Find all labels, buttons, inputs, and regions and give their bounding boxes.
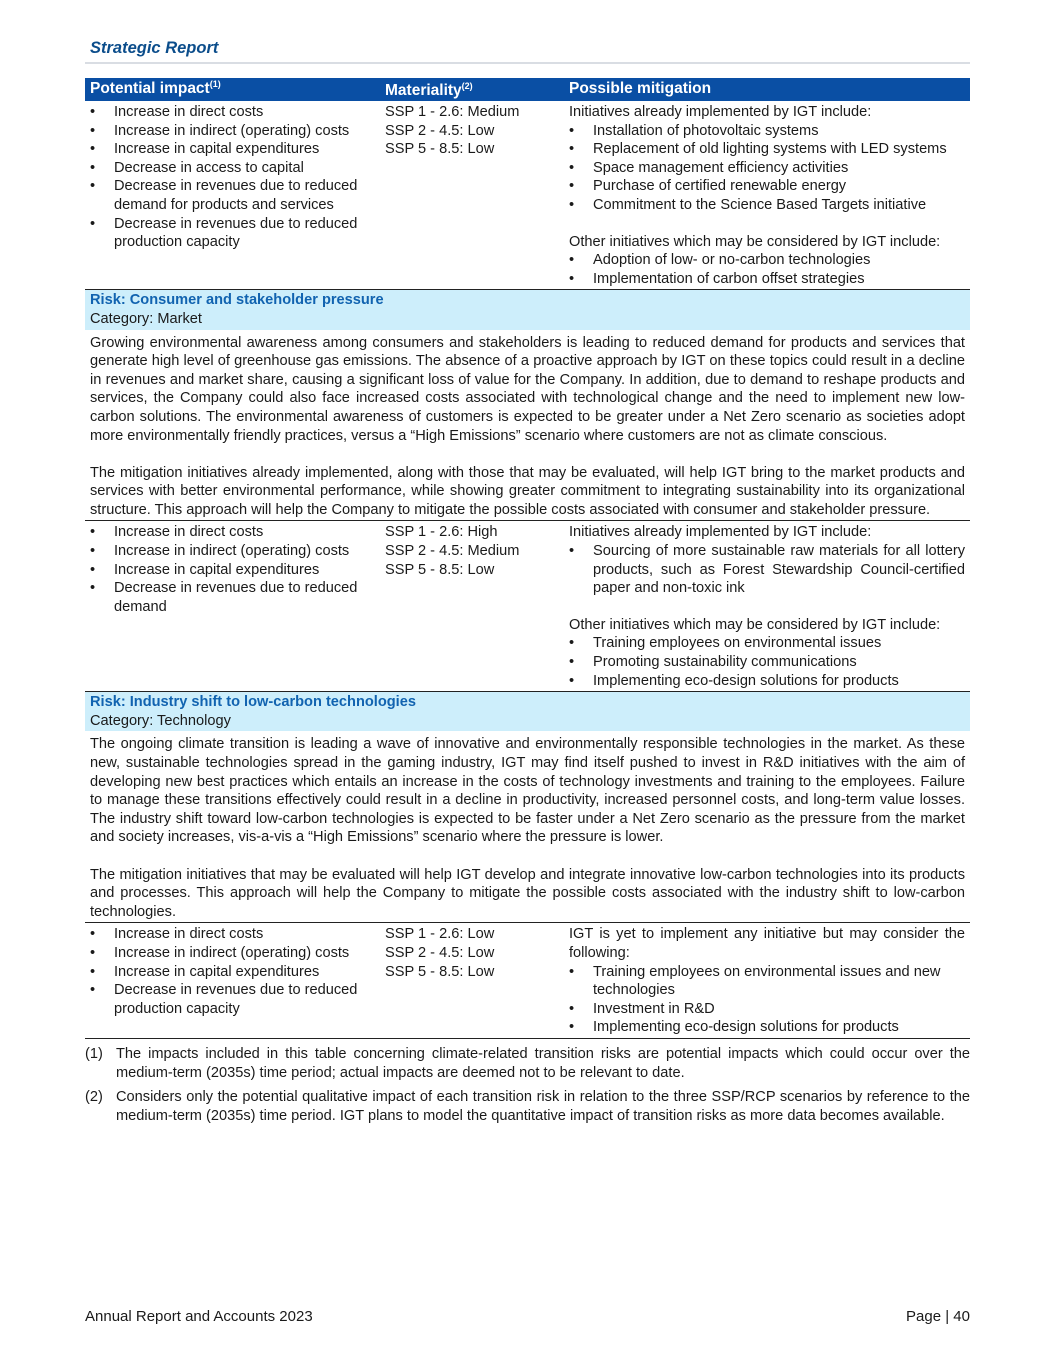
risk-description: The ongoing climate transition is leading a wave of innovative and environmentally responsible technologies in the market. As these new, sustainable technologies spread in the gaming industry, IGT may find itself pushed to invest in R&D initiatives with the aim of developing new best practices which entails an increase in the costs of technology investments and training to the employees. Failure to manage these transitions effectively could result in a decline in productivity, increased personnel costs, and long-term value losses. The industry shift toward low-carbon technologies is expected to be faster under a Net Zero scenario as the pressure from the market and society increases, vis-a-vis a “High Emissions” scenario where the pressure is lower. The mitigation initiatives that may be evaluated will help IGT develop and integrate innovative low-carbon technologies into its products and processes. This approach will help the Company to mitigate the possible costs associated with the industry shift to low-carbon technologies.: [90, 736, 965, 920]
materiality-cell: SSP 1 - 2.6: Medium SSP 2 - 4.5: Low SSP 5 - 8.5: Low: [385, 104, 520, 158]
table-row: [85, 101, 970, 290]
mitigation-cell: IGT is yet to implement any initiative but may consider the following: • Training employees on environmental issues and new technologies • Investment in R&D • Implementing eco-design solutions for products: [569, 925, 970, 1037]
list-item: • Commitment to the Science Based Targets initiative: [569, 196, 965, 215]
list-item: • Replacement of old lighting systems with LED systems: [569, 140, 965, 159]
col-header-impact: Potential impact$^{(1)}$: [90, 79, 221, 98]
footer-page-number: Page | 40: [906, 1308, 970, 1325]
transition-risk-table: [85, 78, 970, 1125]
materiality-cell: SSP 1 - 2.6: Low SSP 2 - 4.5: Low SSP 5 - 8.5: Low: [385, 926, 495, 980]
header-divider: [85, 62, 970, 64]
table-row: [85, 520, 970, 692]
list-item: • Decrease in revenues due to reduced production capacity: [90, 981, 385, 1018]
table-row: [85, 922, 970, 1039]
list-item: • Purchase of certified renewable energy: [569, 177, 965, 196]
materiality-cell: SSP 1 - 2.6: High SSP 2 - 4.5: Medium SSP 5 - 8.5: Low: [385, 524, 520, 578]
list-item: • Increase in direct costs: [90, 925, 385, 944]
list-item: • Decrease in revenues due to reduced demand for products and services: [90, 177, 385, 214]
risk-heading: [85, 290, 970, 329]
list-item: • Increase in direct costs: [90, 103, 385, 122]
list-item: • Decrease in revenues due to reduced demand: [90, 579, 385, 616]
impact-list: [90, 925, 385, 1018]
impact-list: [90, 523, 385, 616]
other-list: [569, 251, 965, 288]
list-item: • Increase in capital expenditures: [90, 140, 385, 159]
mitigation-cell: Initiatives already implemented by IGT include: • Installation of photovoltaic systems • Replacement of old lighting systems with LED systems • Space management efficiency activities • Purchase of certified renewable energy • Commitment to the Science Based Targets initiative Other initiatives which may be considered by IGT include: • Adoption of low- or no-carbon technologies • Implementation of carbon offset strategies: [569, 103, 970, 288]
list-item: • Sourcing of more sustainable raw materials for all lottery products, such as Forest Stewardship Council-certified paper and non-toxic ink: [569, 542, 965, 598]
other-list: [569, 634, 965, 690]
list-item: • Increase in direct costs: [90, 523, 385, 542]
list-item: • Training employees on environmental issues and new technologies: [569, 963, 965, 1000]
risk-category: Category: Technology: [90, 712, 231, 729]
footnote: (1) The impacts included in this table concerning climate-related transition risks are potential impacts which could occur over the medium-term (2035s) time period; actual impacts are deemed not to be relevant to date.: [85, 1045, 970, 1081]
list-item: • Increase in indirect (operating) costs: [90, 944, 385, 963]
list-item: • Installation of photovoltaic systems: [569, 122, 965, 141]
list-item: • Decrease in revenues due to reduced production capacity: [90, 215, 385, 252]
list-item: • Increase in indirect (operating) costs: [90, 122, 385, 141]
list-item: • Decrease in access to capital: [90, 159, 385, 178]
list-item: • Promoting sustainability communications: [569, 653, 965, 672]
list-item: • Implementing eco-design solutions for products: [569, 672, 965, 691]
col-header-materiality: Materiality$^{(2)}$: [385, 81, 473, 100]
risk-title: Risk: Industry shift to low-carbon technologies: [90, 694, 416, 711]
table-header: [85, 78, 970, 101]
section-title: Strategic Report: [90, 39, 219, 57]
list-item: • Increase in capital expenditures: [90, 561, 385, 580]
list-item: • Increase in capital expenditures: [90, 963, 385, 982]
list-item: • Investment in R&D: [569, 1000, 965, 1019]
list-item: • Implementation of carbon offset strategies: [569, 270, 965, 289]
list-item: • Space management efficiency activities: [569, 159, 965, 178]
list-item: • Training employees on environmental issues: [569, 634, 965, 653]
list-item: • Implementing eco-design solutions for products: [569, 1018, 965, 1037]
footnotes: [85, 1045, 970, 1125]
implemented-list: [569, 542, 965, 598]
impact-list: [90, 103, 385, 252]
footnote: (2) Considers only the potential qualitative impact of each transition risk in relation to the three SSP/RCP scenarios by reference to the medium-term (2035s) time period. IGT plans to model the quantitative impact of transition risks as more data becomes available.: [85, 1089, 970, 1124]
list-item: • Adoption of low- or no-carbon technologies: [569, 251, 965, 270]
risk-description: Growing environmental awareness among consumers and stakeholders is leading to reduced demand for products and services that generate high level of greenhouse gas emissions. The absence of a proactive approach by IGT on these topics could result in a decline in revenues and market share, causing a significant loss of value for the Company. In addition, due to demand to reshape products and services, the Company could also face increased costs associated with technological change and the need to implement new low-carbon solutions. The environmental awareness of customers is expected to be greater under a Net Zero scenario as societies adopt more environmentally friendly practices, versus a “High Emissions” scenario where customers are not as climate conscious. The mitigation initiatives already implemented, along with those that may be evaluated, will help IGT bring to the market products and services with better environmental performance, while showing greater commitment to integrating sustainability into its organizational structure. This approach will help the Company to mitigate the possible costs associated with consumer and stakeholder pressure.: [90, 334, 965, 518]
footer-report-title: Annual Report and Accounts 2023: [85, 1308, 313, 1325]
risk-title: Risk: Consumer and stakeholder pressure: [90, 292, 384, 309]
risk-heading: [85, 692, 970, 731]
risk-category: Category: Market: [90, 310, 202, 327]
implemented-list: [569, 122, 965, 215]
list-item: • Increase in indirect (operating) costs: [90, 542, 385, 561]
mitigation-cell: Initiatives already implemented by IGT include: • Sourcing of more sustainable raw materials for all lottery products, such as Forest Stewardship Council-certified paper and non-toxic ink Other initiatives which may be considered by IGT include: • Training employees on environmental issues • Promoting sustainability communications • Implementing eco-design solutions for products: [569, 523, 970, 690]
col-header-mitigation: Possible mitigation: [569, 80, 712, 98]
other-list: [569, 963, 965, 1037]
